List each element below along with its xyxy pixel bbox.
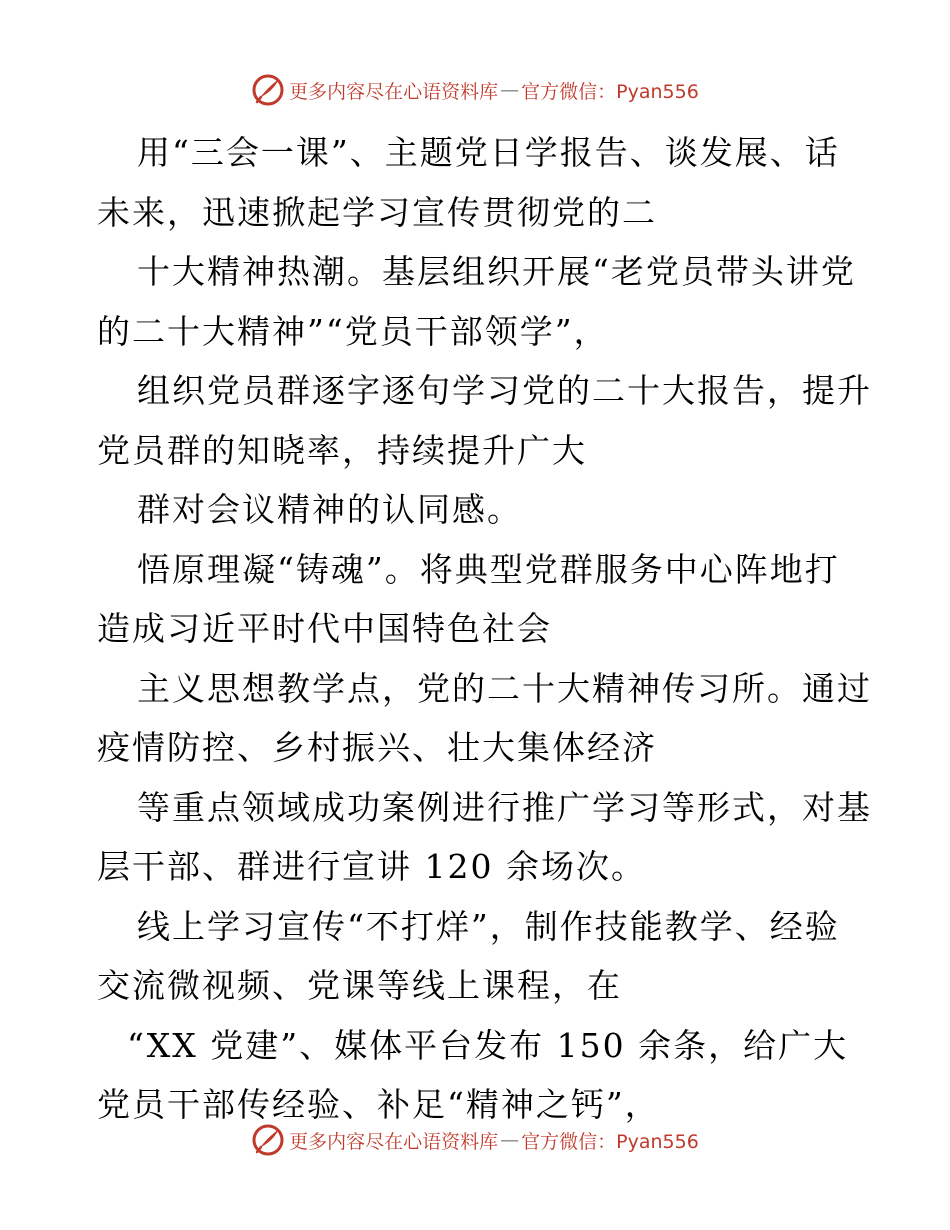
text-line: 疫情防控、乡村振兴、壮大集体经济 — [97, 728, 657, 767]
text-line: “XX 党建”、媒体平台发布 150 余条，给广大 — [127, 1025, 849, 1065]
text-line: 线上学习宣传“不打烊”，制作技能教学、经验 — [137, 906, 840, 946]
text-line: 党员干部传经验、补足“精神之钙”， — [97, 1085, 660, 1124]
watermark-contact: 官方微信：Pyan556 — [521, 1130, 699, 1153]
text-line: 的二十大精神”“党员干部领学”， — [97, 311, 609, 351]
text-line: 交流微视频、党课等线上课程，在 — [97, 966, 622, 1005]
text-line: 未来，迅速掀起学习宣传贯彻党的二 — [97, 192, 657, 232]
document-body — [97, 123, 872, 1135]
feather-pen-logo-icon — [251, 1123, 285, 1157]
text-line: 党员群的知晓率，持续提升广大 — [97, 430, 587, 470]
text-line: 群对会议精神的认同感。 — [137, 490, 522, 529]
header-watermark — [0, 70, 950, 110]
text-line: 等重点领域成功案例进行推广学习等形式，对基 — [137, 787, 872, 827]
text-line: 十大精神热潮。基层组织开展“老党员带头讲党 — [137, 252, 856, 291]
text-line: 造成习近平时代中国特色社会 — [97, 609, 552, 648]
text-line: 层干部、群进行宣讲 120 余场次。 — [97, 847, 646, 886]
watermark-separator: — — [500, 79, 520, 101]
text-line: 主义思想教学点，党的二十大精神传习所。通过 — [137, 668, 872, 708]
watermark-text: 更多内容尽在心语资料库 — [289, 80, 499, 103]
watermark-contact: 官方微信：Pyan556 — [521, 80, 699, 103]
text-line: 用“三会一课”、主题党日学报告、谈发展、话 — [137, 133, 840, 172]
text-line: 组织党员群逐字逐句学习党的二十大报告，提升 — [137, 371, 872, 410]
footer-watermark — [0, 1120, 950, 1160]
feather-pen-logo-icon — [251, 73, 285, 107]
watermark-separator: — — [500, 1129, 520, 1151]
text-line: 悟原理凝“铸魂”。将典型党群服务中心阵地打 — [137, 549, 840, 589]
watermark-text: 更多内容尽在心语资料库 — [289, 1130, 499, 1153]
